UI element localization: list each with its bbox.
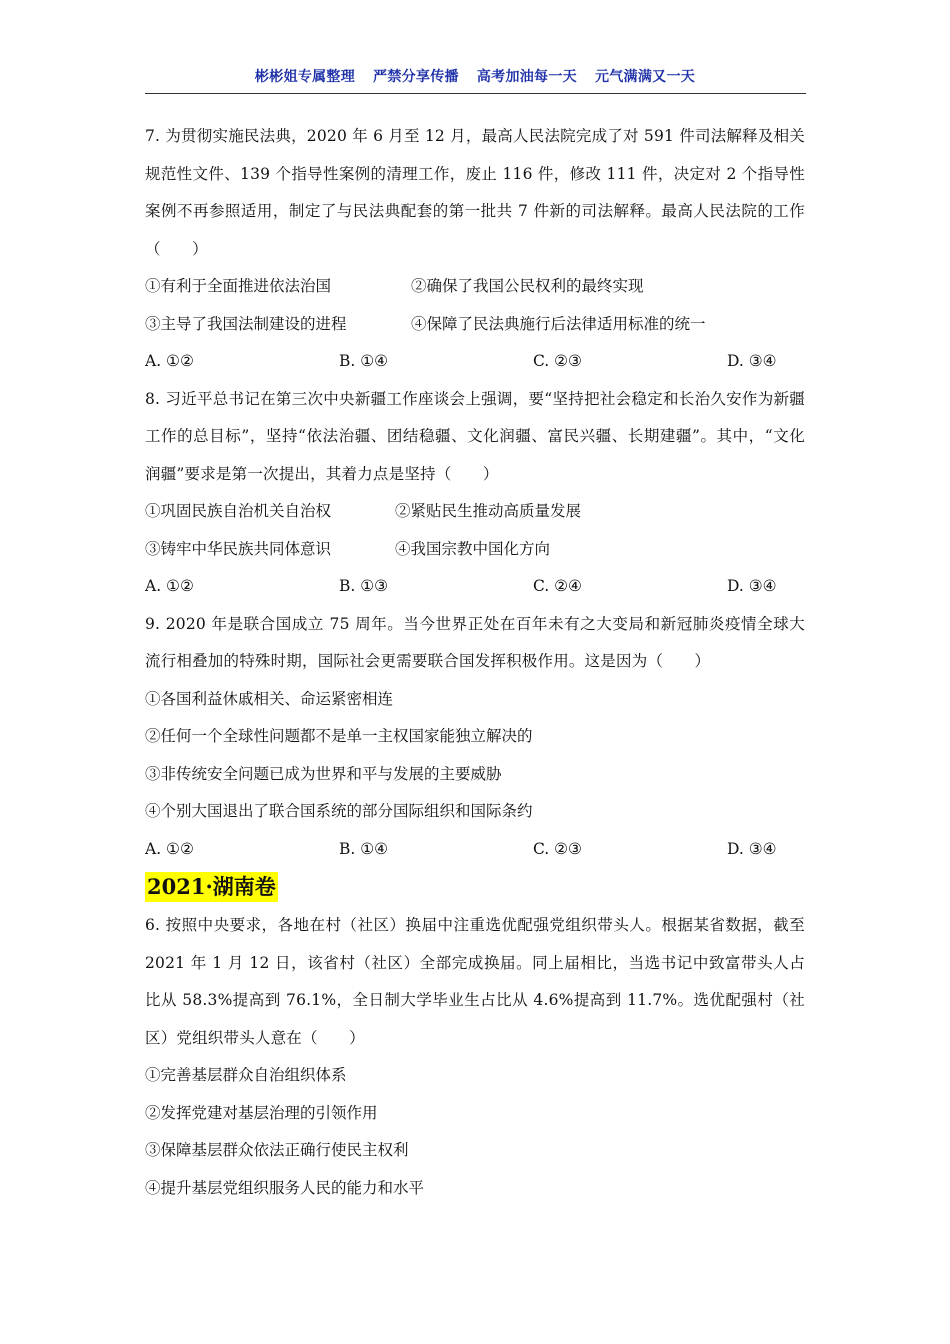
option-1: ①巩固民族自治机关自治权: [145, 502, 332, 520]
question-8-stem: 8. 习近平总书记在第三次中央新疆工作座谈会上强调，要“坚持把社会稳定和长治久安作为新疆工作的总目标”，坚持“依法治疆、团结稳疆、文化润疆、富民兴疆、长期建疆”。其中，“文化润疆”要求是第一次提出，其着力点是坚持（ ）: [145, 389, 805, 483]
answer-d: D. ③④: [727, 577, 777, 595]
section-title-2021-hunan: 2021·湖南卷: [145, 872, 278, 902]
answer-c: C. ②③: [533, 839, 582, 858]
answer-c: C. ②③: [533, 352, 582, 370]
option-1: ①各国利益休戚相关、命运紧密相连: [145, 689, 394, 708]
question-7-stem: 7. 为贯彻实施民法典，2020 年 6 月至 12 月，最高人民法院完成了对 591 件司法解释及相关规范性文件、139 个指导性案例的清理工作，废止 116 件，修改 111 件，决定对 2 个指导性案例不再参照适用，制定了与民法典配套的第一批共 7 件新的司法解释。最高人民法院的工作（ ）: [145, 127, 805, 258]
option-2: ②紧贴民生推动高质量发展: [395, 502, 582, 520]
answer-b: B. ①④: [339, 839, 389, 858]
option-2: ②任何一个全球性问题都不是单一主权国家能独立解决的: [145, 727, 533, 745]
question-7-answers: [145, 343, 805, 381]
question-7-options-row-1: [145, 268, 805, 306]
header-divider: [145, 93, 806, 94]
answer-b: B. ①③: [339, 577, 389, 595]
option-3: ③非传统安全问题已成为世界和平与发展的主要威胁: [145, 764, 502, 783]
answer-a: A. ①②: [145, 577, 194, 595]
option-4: ④提升基层党组织服务人民的能力和水平: [145, 1178, 425, 1197]
question-8-options-row-1: [145, 493, 805, 531]
answer-b: B. ①④: [339, 352, 389, 370]
question-7-options-row-2: [145, 306, 805, 344]
question-8-answers: [145, 568, 805, 606]
option-1: ①有利于全面推进依法治国: [145, 277, 332, 295]
document-body: [145, 118, 805, 1207]
option-4: ④个别大国退出了联合国系统的部分国际组织和国际条约: [145, 802, 533, 820]
answer-d: D. ③④: [727, 839, 777, 858]
option-4: ④保障了民法典施行后法律适用标准的统一: [411, 314, 706, 333]
option-2: ②发挥党建对基层治理的引领作用: [145, 1103, 378, 1122]
header-item: 严禁分享传播: [373, 69, 459, 85]
header-item: 元气满满又一天: [594, 69, 696, 85]
header-item: 高考加油每一天: [476, 69, 577, 85]
question-9-answers: [145, 831, 805, 869]
answer-c: C. ②④: [533, 577, 582, 595]
answer-a: A. ①②: [145, 839, 194, 858]
question-9-stem: 9. 2020 年是联合国成立 75 周年。当今世界正处在百年未有之大变局和新冠肺炎疫情全球大流行相叠加的特殊时期，国际社会更需要联合国发挥积极作用。这是因为（ ）: [145, 614, 805, 670]
question-8-options-row-2: [145, 531, 805, 569]
watermark-header: [145, 66, 805, 86]
header-item: 彬彬姐专属整理: [254, 69, 356, 85]
option-3: ③保障基层群众依法正确行使民主权利: [145, 1141, 409, 1159]
option-2: ②确保了我国公民权利的最终实现: [411, 277, 644, 295]
answer-a: A. ①②: [145, 352, 194, 370]
question-6-stem: 6. 按照中央要求，各地在村（社区）换届中注重选优配强党组织带头人。根据某省数据，截至 2021 年 1 月 12 日，该省村（社区）全部完成换届。同上届相比，当选书记中致富带头人占比从 58.3%提高到 76.1%，全日制大学毕业生占比从 4.6%提高到 11.7%。选优配强村（社区）党组织带头人意在（ ）: [145, 916, 805, 1047]
option-3: ③铸牢中华民族共同体意识: [145, 539, 332, 558]
option-1: ①完善基层群众自治组织体系: [145, 1066, 347, 1084]
option-3: ③主导了我国法制建设的进程: [145, 314, 347, 333]
answer-d: D. ③④: [727, 352, 777, 370]
option-4: ④我国宗教中国化方向: [395, 539, 551, 558]
